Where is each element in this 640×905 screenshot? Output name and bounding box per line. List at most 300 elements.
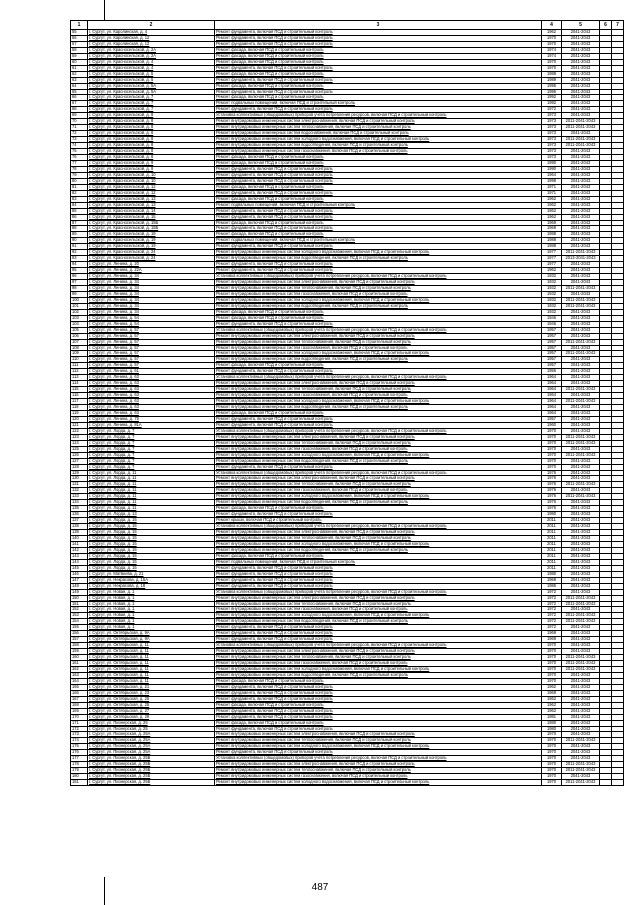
build-year-cell: 1973	[542, 131, 562, 137]
work-type-cell: Ремонт фасада, включая ПСД и строительный контроль	[215, 506, 542, 512]
address-cell: г. Сургут, ул. Красносельской, д. 19	[88, 232, 215, 238]
address-cell: г. Сургут, ул. Лорда, д. 15	[88, 547, 215, 553]
work-type-cell: Ремонт внутридомовых инженерных систем газоснабжения, включая ПСД и строительный контроль	[215, 488, 542, 494]
repair-period-cell: 2041-2043	[562, 35, 600, 41]
work-type-cell: Ремонт фасада, включая ПСД и строительный контроль	[215, 160, 542, 166]
row-number-cell: 121	[71, 422, 88, 428]
repair-period-cell: 2041-2043	[562, 53, 600, 59]
work-type-cell: Установка коллективных (общедомовых) приборов учета потребления ресурсов, включая ПСД и строительный контроль	[215, 589, 542, 595]
repair-period-cell: 2041-2043	[562, 756, 600, 762]
row-number-cell: 73	[71, 137, 88, 143]
work-type-cell: Установка коллективных (общедомовых) приборов учета потребления ресурсов, включая ПСД и строительный контроль	[215, 113, 542, 119]
build-year-cell: 1972	[542, 625, 562, 631]
row-number-cell: 71	[71, 125, 88, 131]
repair-period-cell: 2041-2043	[562, 583, 600, 589]
work-type-cell: Ремонт внутридомовых инженерных систем водоотведения, включая ПСД и строительный контроль	[215, 405, 542, 411]
build-year-cell: 1988	[542, 244, 562, 250]
repair-period-cell: 2041-2043	[562, 101, 600, 107]
repair-period-cell: 2041-2043	[562, 530, 600, 536]
row-number-cell: 153	[71, 613, 88, 619]
build-year-cell: 1970	[542, 762, 562, 768]
build-year-cell: 1970	[542, 666, 562, 672]
repair-period-cell: 2011-2041-2043	[562, 250, 600, 256]
work-type-cell: Ремонт внутридомовых инженерных систем теплоснабжения, включая ПСД и строительный контроль	[215, 601, 542, 607]
repair-period-cell: 2041-2043	[562, 226, 600, 232]
build-year-cell: 2011	[542, 565, 562, 571]
build-year-cell: 1932	[542, 303, 562, 309]
repair-period-cell: 2041-2043	[562, 488, 600, 494]
repair-period-cell: 2041-2043	[562, 202, 600, 208]
build-year-cell: 1970	[542, 768, 562, 774]
row-number-cell: 177	[71, 756, 88, 762]
table-header-row	[71, 21, 624, 30]
work-type-cell: Ремонт фундамента, включая ПСД и строительный контроль	[215, 696, 542, 702]
address-cell: г. Сургут, ул. Ленина, д. 63	[88, 381, 215, 387]
repair-period-cell: 2041-2043	[562, 470, 600, 476]
repair-period-cell: 2041-2043	[562, 345, 600, 351]
repair-period-cell: 2041-2043	[562, 422, 600, 428]
build-year-cell: 1976	[542, 494, 562, 500]
work-type-cell: Ремонт внутридомовых инженерных систем газоснабжения, включая ПСД и строительный контроль	[215, 661, 542, 667]
repair-period-cell: 2011-2041-2043	[562, 768, 600, 774]
work-type-cell: Ремонт фундамента, включая ПСД и строительный контроль	[215, 226, 542, 232]
repair-period-cell: 2011-2041-2043	[562, 399, 600, 405]
work-type-cell: Ремонт фундамента, включая ПСД и строительный контроль	[215, 637, 542, 643]
row-number-cell: 108	[71, 345, 88, 351]
build-year-cell: 1973	[542, 143, 562, 149]
repair-period-cell: 2041-2043	[562, 732, 600, 738]
work-type-cell: Ремонт фундамента, включая ПСД и строительный контроль	[215, 65, 542, 71]
build-year-cell: 1960	[542, 422, 562, 428]
build-year-cell: 1980	[542, 726, 562, 732]
address-cell: г. Сургут, ул. Ленина, д. 34	[88, 285, 215, 291]
repair-period-cell: 2041-2043	[562, 416, 600, 422]
build-year-cell: 1970	[542, 41, 562, 47]
work-type-cell: Ремонт фундамента, включая ПСД и строительный контроль	[215, 571, 542, 577]
build-year-cell: 1964	[542, 405, 562, 411]
work-type-cell: Установка коллективных (общедомовых) приборов учета потребления ресурсов, включая ПСД и строительный контроль	[215, 756, 542, 762]
address-cell: г. Сургут, ул. Каролинская, д. 12	[88, 35, 215, 41]
repair-period-cell: 2041-2043	[562, 565, 600, 571]
row-number-cell: 111	[71, 363, 88, 369]
row-number-cell: 81	[71, 184, 88, 190]
work-type-cell: Ремонт крыши, включая ПСД и строительный контроль	[215, 518, 542, 524]
build-year-cell: 1970	[542, 65, 562, 71]
repair-period-cell: 2041-2043	[562, 744, 600, 750]
work-type-cell: Ремонт фундамента, включая ПСД и строительный контроль	[215, 178, 542, 184]
work-type-cell: Ремонт внутридомовых инженерных систем газоснабжения, включая ПСД и строительный контроль	[215, 607, 542, 613]
row-number-cell: 101	[71, 303, 88, 309]
address-cell: г. Сургут, ул. Красносельской, д. 8	[88, 113, 215, 119]
build-year-cell: 2011	[542, 547, 562, 553]
work-type-cell: Ремонт фасада, включая ПСД и строительный контроль	[215, 71, 542, 77]
column-header-7: 7	[612, 21, 624, 30]
repair-period-cell: 2011-2041-2043	[562, 125, 600, 131]
row-number-cell: 173	[71, 732, 88, 738]
address-cell: г. Сургут, ул. Пионерская, д. 25А	[88, 738, 215, 744]
address-cell: г. Сургут, ул. Красносельской, д. 2А	[88, 47, 215, 53]
address-cell: г. Сургут, ул. Красносельской, д. 9	[88, 166, 215, 172]
repair-period-cell: 2011-2041-2043	[562, 303, 600, 309]
work-type-cell: Ремонт фасада, включая ПСД и строительный контроль	[215, 309, 542, 315]
row-number-cell: 57	[71, 41, 88, 47]
work-type-cell: Ремонт внутридомовых инженерных систем холодного водоснабжения, включая ПСД и строительный контроль	[215, 452, 542, 458]
row-number-cell: 85	[71, 208, 88, 214]
address-cell: г. Сургут, ул. Ленина, д. 34	[88, 297, 215, 303]
row-number-cell: 100	[71, 297, 88, 303]
address-cell: г. Сургут, ул. Лорда, д. 11	[88, 500, 215, 506]
work-type-cell: Ремонт фундамента, включая ПСД и строительный контроль	[215, 214, 542, 220]
address-cell: г. Сургут, ул. Красносельской, д. 5А	[88, 89, 215, 95]
address-cell: г. Сургут, ул. Ленина, д. 34	[88, 309, 215, 315]
address-cell: г. Сургут, ул. Красносельской, д. 9	[88, 160, 215, 166]
work-type-cell: Ремонт внутридомовых инженерных систем теплоснабжения, включая ПСД и строительный контроль	[215, 655, 542, 661]
address-cell: г. Сургут, ул. Красносельской, д. 7	[88, 107, 215, 113]
address-cell: г. Сургут, ул. Красносельской, д. 8	[88, 155, 215, 161]
work-type-cell: Ремонт внутридомовых инженерных систем водоотведения, включая ПСД и строительный контроль	[215, 357, 542, 363]
address-cell: г. Сургут, ул. Ленина, д. 63	[88, 375, 215, 381]
row-number-cell: 133	[71, 494, 88, 500]
row-number-cell: 158	[71, 643, 88, 649]
repair-period-cell: 2011-2041-2043	[562, 595, 600, 601]
build-year-cell: 1970	[542, 738, 562, 744]
row-number-cell: 105	[71, 327, 88, 333]
repair-period-cell: 2011-2041-2043	[562, 661, 600, 667]
row-number-cell: 146	[71, 571, 88, 577]
row-number-cell: 115	[71, 387, 88, 393]
work-type-cell: Ремонт подвальных помещений, включая ПСД и строительный контроль	[215, 101, 542, 107]
work-type-cell: Ремонт внутридомовых инженерных систем холодного водоснабжения, включая ПСД и строительный контроль	[215, 541, 542, 547]
address-cell: г. Сургут, ул. Красносельской, д. 5	[88, 77, 215, 83]
build-year-cell: 1969	[542, 631, 562, 637]
row-number-cell: 137	[71, 518, 88, 524]
row-number-cell: 89	[71, 232, 88, 238]
work-type-cell: Ремонт внутридомовых инженерных систем теплоснабжения, включая ПСД и строительный контроль	[215, 387, 542, 393]
repair-period-cell: 2041-2043	[562, 309, 600, 315]
repair-period-cell: 2041-2043	[562, 708, 600, 714]
build-year-cell: 1957	[542, 351, 562, 357]
repair-period-cell: 2011-2041-2043	[562, 452, 600, 458]
build-year-cell: 1932	[542, 297, 562, 303]
repair-period-cell: 2041-2043	[562, 327, 600, 333]
row-number-cell: 59	[71, 53, 88, 59]
address-cell: г. Сургут, ул. Красносельской, д. 5	[88, 71, 215, 77]
work-type-cell: Ремонт внутридомовых инженерных систем водоотведения, включая ПСД и строительный контроль	[215, 256, 542, 262]
work-type-cell: Ремонт фасада, включая ПСД и строительный контроль	[215, 47, 542, 53]
row-number-cell: 126	[71, 452, 88, 458]
repair-period-cell: 2041-2043	[562, 637, 600, 643]
repair-period-cell: 2041-2043	[562, 232, 600, 238]
work-type-cell: Установка коллективных (общедомовых) приборов учета потребления ресурсов, включая ПСД и строительный контроль	[215, 524, 542, 530]
address-cell: г. Сургут, ул. Красносельской, д. 8	[88, 137, 215, 143]
address-cell: г. Сургут, ул. Ленина, д. 57	[88, 357, 215, 363]
build-year-cell: 1976	[542, 470, 562, 476]
work-type-cell: Ремонт внутридомовых инженерных систем водоотведения, включая ПСД и строительный контроль	[215, 672, 542, 678]
row-number-cell: 145	[71, 565, 88, 571]
address-cell: г. Сургут, ул. Красносельской, д. 19	[88, 238, 215, 244]
repair-period-cell: 2041-2043	[562, 357, 600, 363]
row-number-cell: 92	[71, 250, 88, 256]
row-number-cell: 63	[71, 77, 88, 83]
address-cell: г. Сургут, ул. Новая, д. 1	[88, 607, 215, 613]
work-type-cell: Ремонт внутридомовых инженерных систем теплоснабжения, включая ПСД и строительный контроль	[215, 482, 542, 488]
repair-period-cell: 2041-2043	[562, 536, 600, 542]
work-type-cell: Ремонт фасада, включая ПСД и строительный контроль	[215, 553, 542, 559]
build-year-cell: 1964	[542, 399, 562, 405]
work-type-cell: Ремонт внутридомовых инженерных систем водоотведения, включая ПСД и строительный контроль	[215, 500, 542, 506]
repair-period-cell: 2011-2041-2043	[562, 434, 600, 440]
build-year-cell: 1976	[542, 476, 562, 482]
row-number-cell: 60	[71, 59, 88, 65]
address-cell: г. Сургут, ул. Ленина, д. 63	[88, 393, 215, 399]
repair-period-cell: 2041-2043	[562, 381, 600, 387]
build-year-cell: 2011	[542, 518, 562, 524]
row-number-cell: 83	[71, 196, 88, 202]
work-type-cell: Ремонт фундамента, включая ПСД и строительный контроль	[215, 565, 542, 571]
repair-period-cell: 2011-2041-2043	[562, 780, 600, 786]
row-number-cell: 132	[71, 488, 88, 494]
row-number-cell: 176	[71, 750, 88, 756]
address-cell: г. Сургут, ул. Октябрьская, д. 29	[88, 714, 215, 720]
address-cell: г. Сургут, ул. Ленина, д. 75	[88, 416, 215, 422]
repair-period-cell: 2041-2043	[562, 268, 600, 274]
work-type-cell: Ремонт фундамента, включая ПСД и строительный контроль	[215, 262, 542, 268]
address-cell: г. Сургут, ул. Красносельской, д. 8	[88, 143, 215, 149]
work-type-cell: Ремонт подвальных помещений, включая ПСД и строительный контроль	[215, 202, 542, 208]
work-type-cell: Ремонт внутридомовых инженерных систем электроснабжения, включая ПСД и строительный контроль	[215, 333, 542, 339]
column-header-4: 4	[542, 21, 562, 30]
work-type-cell: Ремонт фундамента, включая ПСД и строительный контроль	[215, 166, 542, 172]
row-number-cell: 171	[71, 720, 88, 726]
address-cell: г. Сургут, ул. Октябрьская, д. 25	[88, 702, 215, 708]
row-number-cell: 134	[71, 500, 88, 506]
repair-period-cell: 2041-2043	[562, 333, 600, 339]
address-cell: г. Сургут, ул. Ленина, д. 34	[88, 291, 215, 297]
row-number-cell: 122	[71, 428, 88, 434]
address-cell: г. Сургут, ул. Красносельской, д. 7	[88, 101, 215, 107]
build-year-cell: 1973	[542, 125, 562, 131]
repair-period-cell: 2041-2043	[562, 166, 600, 172]
build-year-cell: 1972	[542, 601, 562, 607]
build-year-cell: 1957	[542, 363, 562, 369]
repair-period-cell: 2011-2041-2043	[562, 738, 600, 744]
work-type-cell: Ремонт внутридомовых инженерных систем холодного водоснабжения, включая ПСД и строительный контроль	[215, 613, 542, 619]
row-number-cell: 68	[71, 107, 88, 113]
repair-period-cell: 2041-2043	[562, 714, 600, 720]
repair-period-cell: 2041-2043	[562, 321, 600, 327]
build-year-cell: 1956	[542, 369, 562, 375]
row-number-cell: 165	[71, 684, 88, 690]
build-year-cell: 1964	[542, 172, 562, 178]
row-number-cell: 152	[71, 607, 88, 613]
work-type-cell: Ремонт фасада, включая ПСД и строительный контроль	[215, 702, 542, 708]
address-cell: г. Сургут, ул. Новая, д. 1	[88, 625, 215, 631]
address-cell: г. Сургут, ул. Ленина, д. 22А	[88, 268, 215, 274]
work-type-cell: Ремонт фундамента, включая ПСД и строительный контроль	[215, 321, 542, 327]
row-number-cell: 56	[71, 35, 88, 41]
work-type-cell: Ремонт внутридомовых инженерных систем электроснабжения, включая ПСД и строительный контроль	[215, 732, 542, 738]
build-year-cell: 1932	[542, 274, 562, 280]
row-number-cell: 161	[71, 661, 88, 667]
repair-period-cell: 2041-2043	[562, 571, 600, 577]
address-cell: г. Сургут, ул. Ленина, д. 63	[88, 411, 215, 417]
address-cell: г. Сургут, ул. Лорда, д. 7	[88, 434, 215, 440]
work-type-cell: Ремонт внутридомовых инженерных систем газоснабжения, включая ПСД и строительный контроль	[215, 446, 542, 452]
address-cell: г. Сургут, ул. Красносельской, д. 10	[88, 178, 215, 184]
repair-period-cell: 2041-2043	[562, 625, 600, 631]
address-cell: г. Сургут, ул. Красносельской, д. 24	[88, 250, 215, 256]
build-year-cell: 2011	[542, 559, 562, 565]
work-type-cell: Ремонт внутридомовых инженерных систем холодного водоснабжения, включая ПСД и строительный контроль	[215, 399, 542, 405]
work-type-cell: Ремонт фундамента, включая ПСД и строительный контроль	[215, 714, 542, 720]
work-type-cell: Установка коллективных (общедомовых) приборов учета потребления ресурсов, включая ПСД и строительный контроль	[215, 327, 542, 333]
row-number-cell: 148	[71, 583, 88, 589]
address-cell: г. Сургут, ул. Пионерская, д. 25Б	[88, 762, 215, 768]
row-number-cell: 170	[71, 714, 88, 720]
repair-period-cell: 2041-2043	[562, 607, 600, 613]
work-type-cell: Ремонт внутридомовых инженерных систем электроснабжения, включая ПСД и строительный контроль	[215, 119, 542, 125]
address-cell: г. Сургут, ул. Лорда, д. 15	[88, 541, 215, 547]
address-cell: г. Сургут, ул. Ленина, д. 57	[88, 351, 215, 357]
address-cell: г. Сургут, ул. Ленина, д. 54	[88, 315, 215, 321]
work-type-cell: Ремонт фасада, включая ПСД и строительный контроль	[215, 95, 542, 101]
address-cell: г. Сургут, ул. Пионерская, д. 25Б	[88, 756, 215, 762]
address-cell: г. Сургут, ул. Лорда, д. 15	[88, 553, 215, 559]
address-cell: г. Сургут, ул. Новая, д. 1	[88, 601, 215, 607]
build-year-cell: 1957	[542, 416, 562, 422]
build-year-cell: 1964	[542, 375, 562, 381]
address-cell: г. Сургут, ул. Лорда, д. 11	[88, 488, 215, 494]
repair-period-cell: 2011-2041-2043	[562, 440, 600, 446]
row-number-cell: 154	[71, 619, 88, 625]
repair-period-cell: 2041-2043	[562, 702, 600, 708]
row-number-cell: 144	[71, 559, 88, 565]
repair-period-cell: 2011-2041-2043	[562, 601, 600, 607]
repair-period-cell: 2041-2043	[562, 71, 600, 77]
build-year-cell: 1980	[542, 720, 562, 726]
repair-period-cell: 2041-2043	[562, 696, 600, 702]
work-type-cell: Ремонт внутридомовых инженерных систем теплоснабжения, включая ПСД и строительный контроль	[215, 339, 542, 345]
row-number-cell: 130	[71, 476, 88, 482]
build-year-cell: 1962	[542, 202, 562, 208]
address-cell: г. Сургут, ул. Пионерская, д. 25А	[88, 744, 215, 750]
address-cell: г. Сургут, ул. Лорда, д. 15	[88, 536, 215, 542]
build-year-cell: 1990	[542, 160, 562, 166]
table-body	[71, 30, 624, 786]
repair-period-cell: 2011-2041-2043	[562, 351, 600, 357]
repair-period-cell: 2041-2043	[562, 65, 600, 71]
row-number-cell: 106	[71, 333, 88, 339]
work-type-cell: Ремонт фундамента, включая ПСД и строительный контроль	[215, 208, 542, 214]
build-year-cell: 1989	[542, 71, 562, 77]
repair-period-cell: 2041-2043	[562, 172, 600, 178]
build-year-cell: 1970	[542, 756, 562, 762]
repair-period-cell: 2041-2043	[562, 524, 600, 530]
build-year-cell: 1962	[542, 708, 562, 714]
repair-period-cell: 2041-2043	[562, 238, 600, 244]
row-number-cell: 97	[71, 280, 88, 286]
repair-period-cell: 2041-2043	[562, 446, 600, 452]
address-cell: г. Сургут, ул. Лорда, д. 7	[88, 428, 215, 434]
build-year-cell: 1962	[542, 196, 562, 202]
row-number-cell: 155	[71, 625, 88, 631]
address-cell: г. Сургут, ул. Красносельской, д. 5А	[88, 83, 215, 89]
row-number-cell: 162	[71, 666, 88, 672]
address-cell: г. Сургут, ул. Октябрьская, д. 11	[88, 672, 215, 678]
row-number-cell: 87	[71, 220, 88, 226]
repair-schedule-sheet	[70, 20, 623, 786]
address-cell: г. Сургут, ул. Лорда, д. 15	[88, 530, 215, 536]
build-year-cell: 1977	[542, 256, 562, 262]
build-year-cell: 1970	[542, 661, 562, 667]
row-number-cell: 88	[71, 226, 88, 232]
address-cell: г. Сургут, ул. Пионерская, д. 25А	[88, 732, 215, 738]
address-cell: г. Сургут, ул. Ленина, д. 54	[88, 321, 215, 327]
row-number-cell: 156	[71, 631, 88, 637]
row-number-cell: 127	[71, 458, 88, 464]
row-number-cell: 107	[71, 339, 88, 345]
address-cell: г. Сургут, ул. Ленина, д. 63	[88, 399, 215, 405]
repair-period-cell: 2041-2043	[562, 559, 600, 565]
address-cell: г. Сургут, ул. Красносельской, д. 15	[88, 214, 215, 220]
address-cell: г. Сургут, ул. Красносельской, д. 4	[88, 65, 215, 71]
repair-period-cell: 2041-2043	[562, 458, 600, 464]
row-number-cell: 84	[71, 202, 88, 208]
address-cell: г. Сургут, ул. Красносельской, д. 12	[88, 184, 215, 190]
work-type-cell: Ремонт внутридомовых инженерных систем теплоснабжения, включая ПСД и строительный контроль	[215, 285, 542, 291]
work-type-cell: Ремонт внутридомовых инженерных систем водоснабжения, включая ПСД и строительный контроль	[215, 131, 542, 137]
build-year-cell: 1970	[542, 649, 562, 655]
row-number-cell: 109	[71, 351, 88, 357]
row-number-cell: 149	[71, 589, 88, 595]
repair-period-cell: 2011-2041-2043	[562, 297, 600, 303]
build-year-cell: 1970	[542, 774, 562, 780]
work-type-cell: Ремонт фундамента, включая ПСД и строительный контроль	[215, 244, 542, 250]
build-year-cell: 1973	[542, 149, 562, 155]
repair-period-cell: 2041-2043	[562, 262, 600, 268]
address-cell: г. Сургут, ул. Лорда, д. 11	[88, 482, 215, 488]
row-number-cell: 117	[71, 399, 88, 405]
row-number-cell: 69	[71, 113, 88, 119]
address-cell: г. Сургут, ул. Лорда, д. 7	[88, 446, 215, 452]
row-number-cell: 95	[71, 268, 88, 274]
row-number-cell: 113	[71, 375, 88, 381]
build-year-cell: 1992	[542, 95, 562, 101]
work-type-cell: Ремонт фундамента, включая ПСД и строительный контроль	[215, 708, 542, 714]
build-year-cell: 1970	[542, 458, 562, 464]
build-year-cell: 1970	[542, 643, 562, 649]
address-cell: г. Сургут, ул. Октябрьская, д. 11	[88, 643, 215, 649]
margin-line-top	[104, 0, 105, 20]
address-cell: г. Сургут, ул. Ленина, д. 57	[88, 333, 215, 339]
build-year-cell: 1973	[542, 119, 562, 125]
address-cell: г. Сургут, ул. Пионерская, д. 25	[88, 720, 215, 726]
work-type-cell: Ремонт фундамента, включая ПСД и строительный контроль	[215, 107, 542, 113]
row-number-cell: 141	[71, 541, 88, 547]
repair-period-cell: 2041-2043	[562, 643, 600, 649]
build-year-cell: 1986	[542, 583, 562, 589]
build-year-cell: 1972	[542, 619, 562, 625]
row-number-cell: 70	[71, 119, 88, 125]
build-year-cell: 1969	[542, 690, 562, 696]
repair-period-cell: 2041-2043	[562, 315, 600, 321]
repair-period-cell: 2041-2043	[562, 500, 600, 506]
row-number-cell: 151	[71, 601, 88, 607]
row-number-cell: 72	[71, 131, 88, 137]
work-type-cell: Установка коллективных (общедомовых) приборов учета потребления ресурсов, включая ПСД и строительный контроль	[215, 375, 542, 381]
address-cell: г. Сургут, ул. Некрасова, д. 18	[88, 583, 215, 589]
row-number-cell: 80	[71, 178, 88, 184]
